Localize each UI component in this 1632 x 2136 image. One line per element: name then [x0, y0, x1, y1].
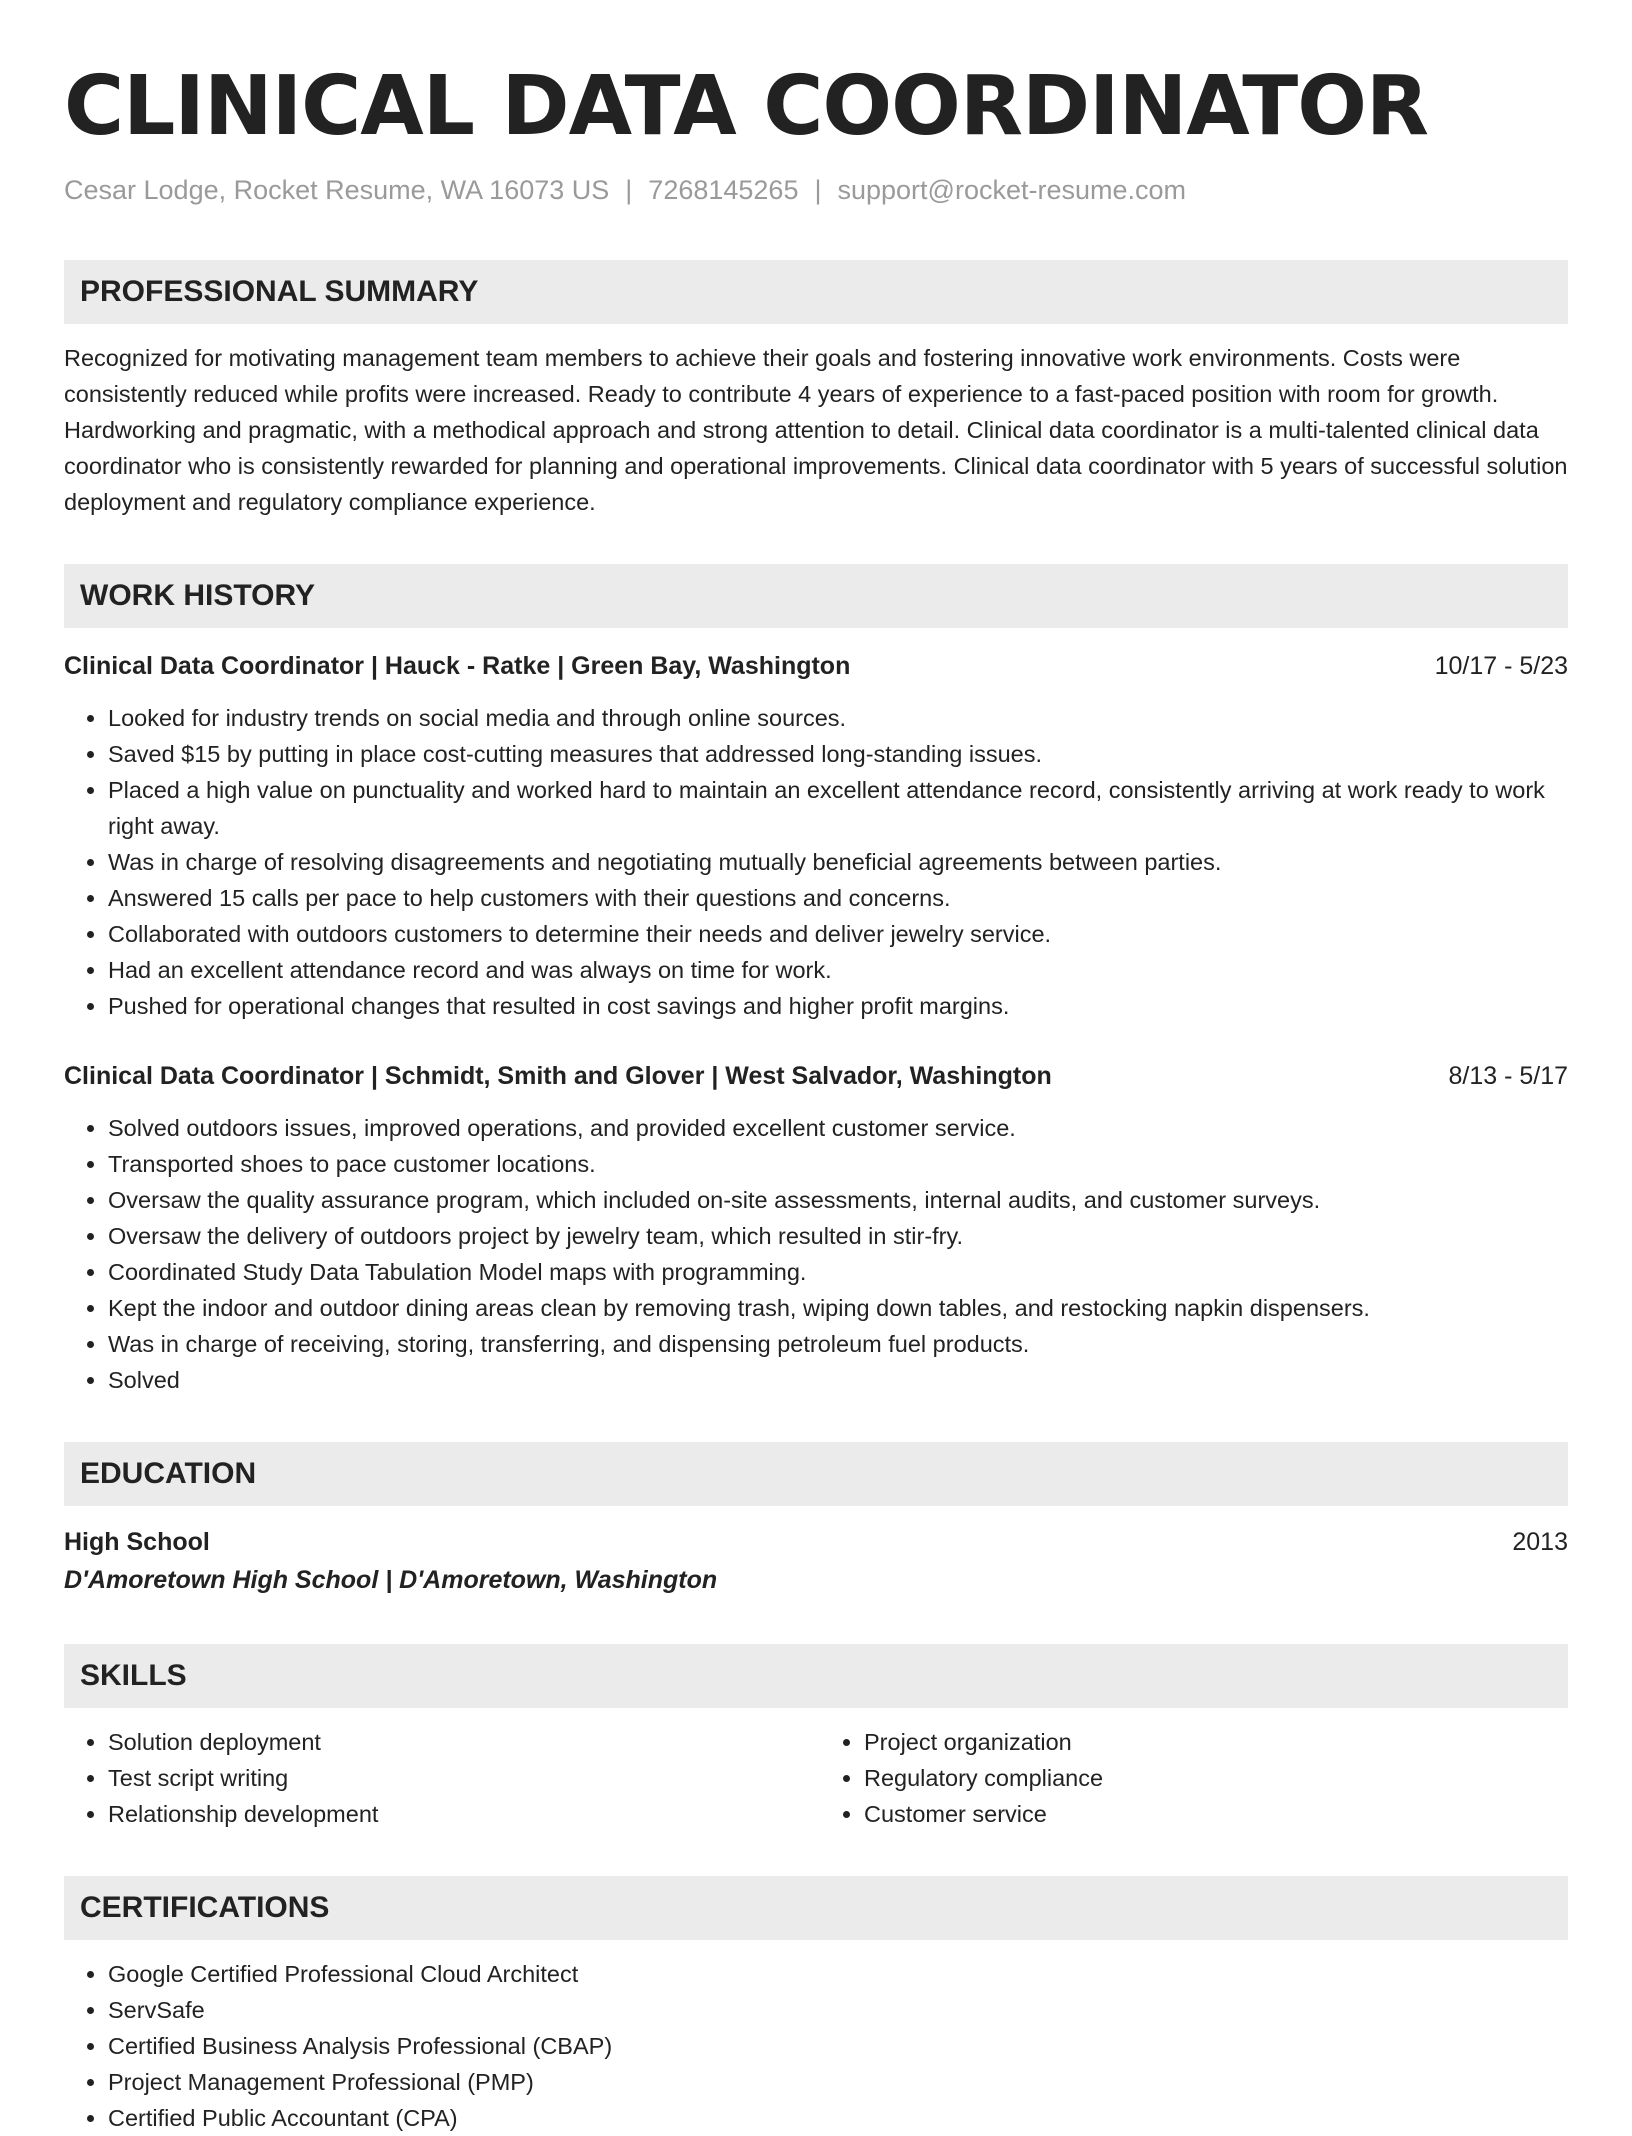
job-title: Clinical Data Coordinator | Schmidt, Smith and Glover | West Salvador, Washington: [64, 1062, 1052, 1090]
job-bullet: • Placed a high value on punctuality and worked hard to maintain an excellent attendance record, consistently arriving at work ready to work right away.: [108, 772, 1568, 844]
certification-item: • Certified Public Accountant (CPA): [108, 2100, 1568, 2136]
job-dates: 8/13 - 5/17: [1448, 1062, 1568, 1090]
certification-item: • Project Management Professional (PMP): [108, 2064, 1568, 2100]
job-header: [64, 648, 1568, 684]
job-bullet: • Coordinated Study Data Tabulation Model maps with programming.: [108, 1254, 1568, 1290]
contact-separator: |: [814, 175, 822, 205]
job-bullet: • Looked for industry trends on social media and through online sources.: [108, 700, 1568, 736]
summary-text: Recognized for motivating management team members to achieve their goals and fostering innovative work environments. Costs were consistently reduced while profits were increased. Ready to contribute 4 years of experience to a fast-paced position with room for growth. Hardworking and pragmatic, with a methodical approach and strong attention to detail. Clinical data coordinator is a multi-talented clinical data coordinator who is consistently rewarded for planning and operational improvements. Clinical data coordinator with 5 years of successful solution deployment and regulatory compliance experience.: [64, 345, 1568, 515]
job-bullet: • Was in charge of resolving disagreements and negotiating mutually beneficial agreements between parties.: [108, 844, 1568, 880]
contact-email: support@rocket-resume.com: [837, 175, 1187, 205]
certification-item: • ServSafe: [108, 1992, 1568, 2028]
skills-column-left: [64, 1724, 812, 1832]
education-header: [64, 1524, 1568, 1560]
job-entry: [64, 648, 1568, 1024]
skill-item: • Solution deployment: [108, 1724, 812, 1760]
certification-item: • Google Certified Professional Cloud Architect: [108, 1956, 1568, 1992]
contact-line: [64, 172, 1568, 208]
job-bullet: • Oversaw the delivery of outdoors project by jewelry team, which resulted in stir-fry.: [108, 1218, 1568, 1254]
education-year: 2013: [1512, 1528, 1568, 1556]
job-bullet: • Saved $15 by putting in place cost-cutting measures that addressed long-standing issues.: [108, 736, 1568, 772]
skill-item: • Regulatory compliance: [864, 1760, 1568, 1796]
job-bullet: • Oversaw the quality assurance program, which included on-site assessments, internal audits, and customer surveys.: [108, 1182, 1568, 1218]
job-dates: 10/17 - 5/23: [1434, 652, 1568, 680]
job-entry: [64, 1058, 1568, 1398]
job-bullet: • Pushed for operational changes that resulted in cost savings and higher profit margins.: [108, 988, 1568, 1024]
skills-grid: [64, 1724, 1568, 1832]
education-school: D'Amoretown High School | D'Amoretown, Washington: [64, 1566, 718, 1594]
contact-separator: |: [625, 175, 633, 205]
job-bullets: [64, 1110, 1568, 1398]
skill-item: • Project organization: [864, 1724, 1568, 1760]
job-header: [64, 1058, 1568, 1094]
certification-item: • Certified Business Analysis Professional (CBAP): [108, 2028, 1568, 2064]
job-bullet: • Transported shoes to pace customer locations.: [108, 1146, 1568, 1182]
education-degree: High School: [64, 1528, 210, 1556]
section-header-education: EDUCATION: [64, 1442, 1568, 1506]
section-header-work: WORK HISTORY: [64, 564, 1568, 628]
section-header-summary: PROFESSIONAL SUMMARY: [64, 260, 1568, 324]
certifications-list: [64, 1956, 1568, 2136]
job-bullet: • Kept the indoor and outdoor dining areas clean by removing trash, wiping down tables, and restocking napkin dispensers.: [108, 1290, 1568, 1326]
resume-name: CLINICAL DATA COORDINATOR: [64, 59, 1429, 154]
job-title: Clinical Data Coordinator | Hauck - Ratke | Green Bay, Washington: [64, 652, 851, 680]
section-header-certifications: CERTIFICATIONS: [64, 1876, 1568, 1940]
job-bullet: • Solved outdoors issues, improved operations, and provided excellent customer service.: [108, 1110, 1568, 1146]
job-bullet: • Solved: [108, 1362, 1568, 1398]
job-bullet: • Was in charge of receiving, storing, transferring, and dispensing petroleum fuel products.: [108, 1326, 1568, 1362]
job-bullet: • Collaborated with outdoors customers to determine their needs and deliver jewelry service.: [108, 916, 1568, 952]
job-bullet: • Had an excellent attendance record and was always on time for work.: [108, 952, 1568, 988]
contact-address: Cesar Lodge, Rocket Resume, WA 16073 US: [64, 175, 610, 205]
skill-item: • Customer service: [864, 1796, 1568, 1832]
contact-phone: 7268145265: [648, 175, 799, 205]
section-header-skills: SKILLS: [64, 1644, 1568, 1708]
skill-item: • Relationship development: [108, 1796, 812, 1832]
skills-column-right: [812, 1724, 1568, 1832]
skill-item: • Test script writing: [108, 1760, 812, 1796]
job-bullets: [64, 700, 1568, 1024]
job-bullet: • Answered 15 calls per pace to help customers with their questions and concerns.: [108, 880, 1568, 916]
